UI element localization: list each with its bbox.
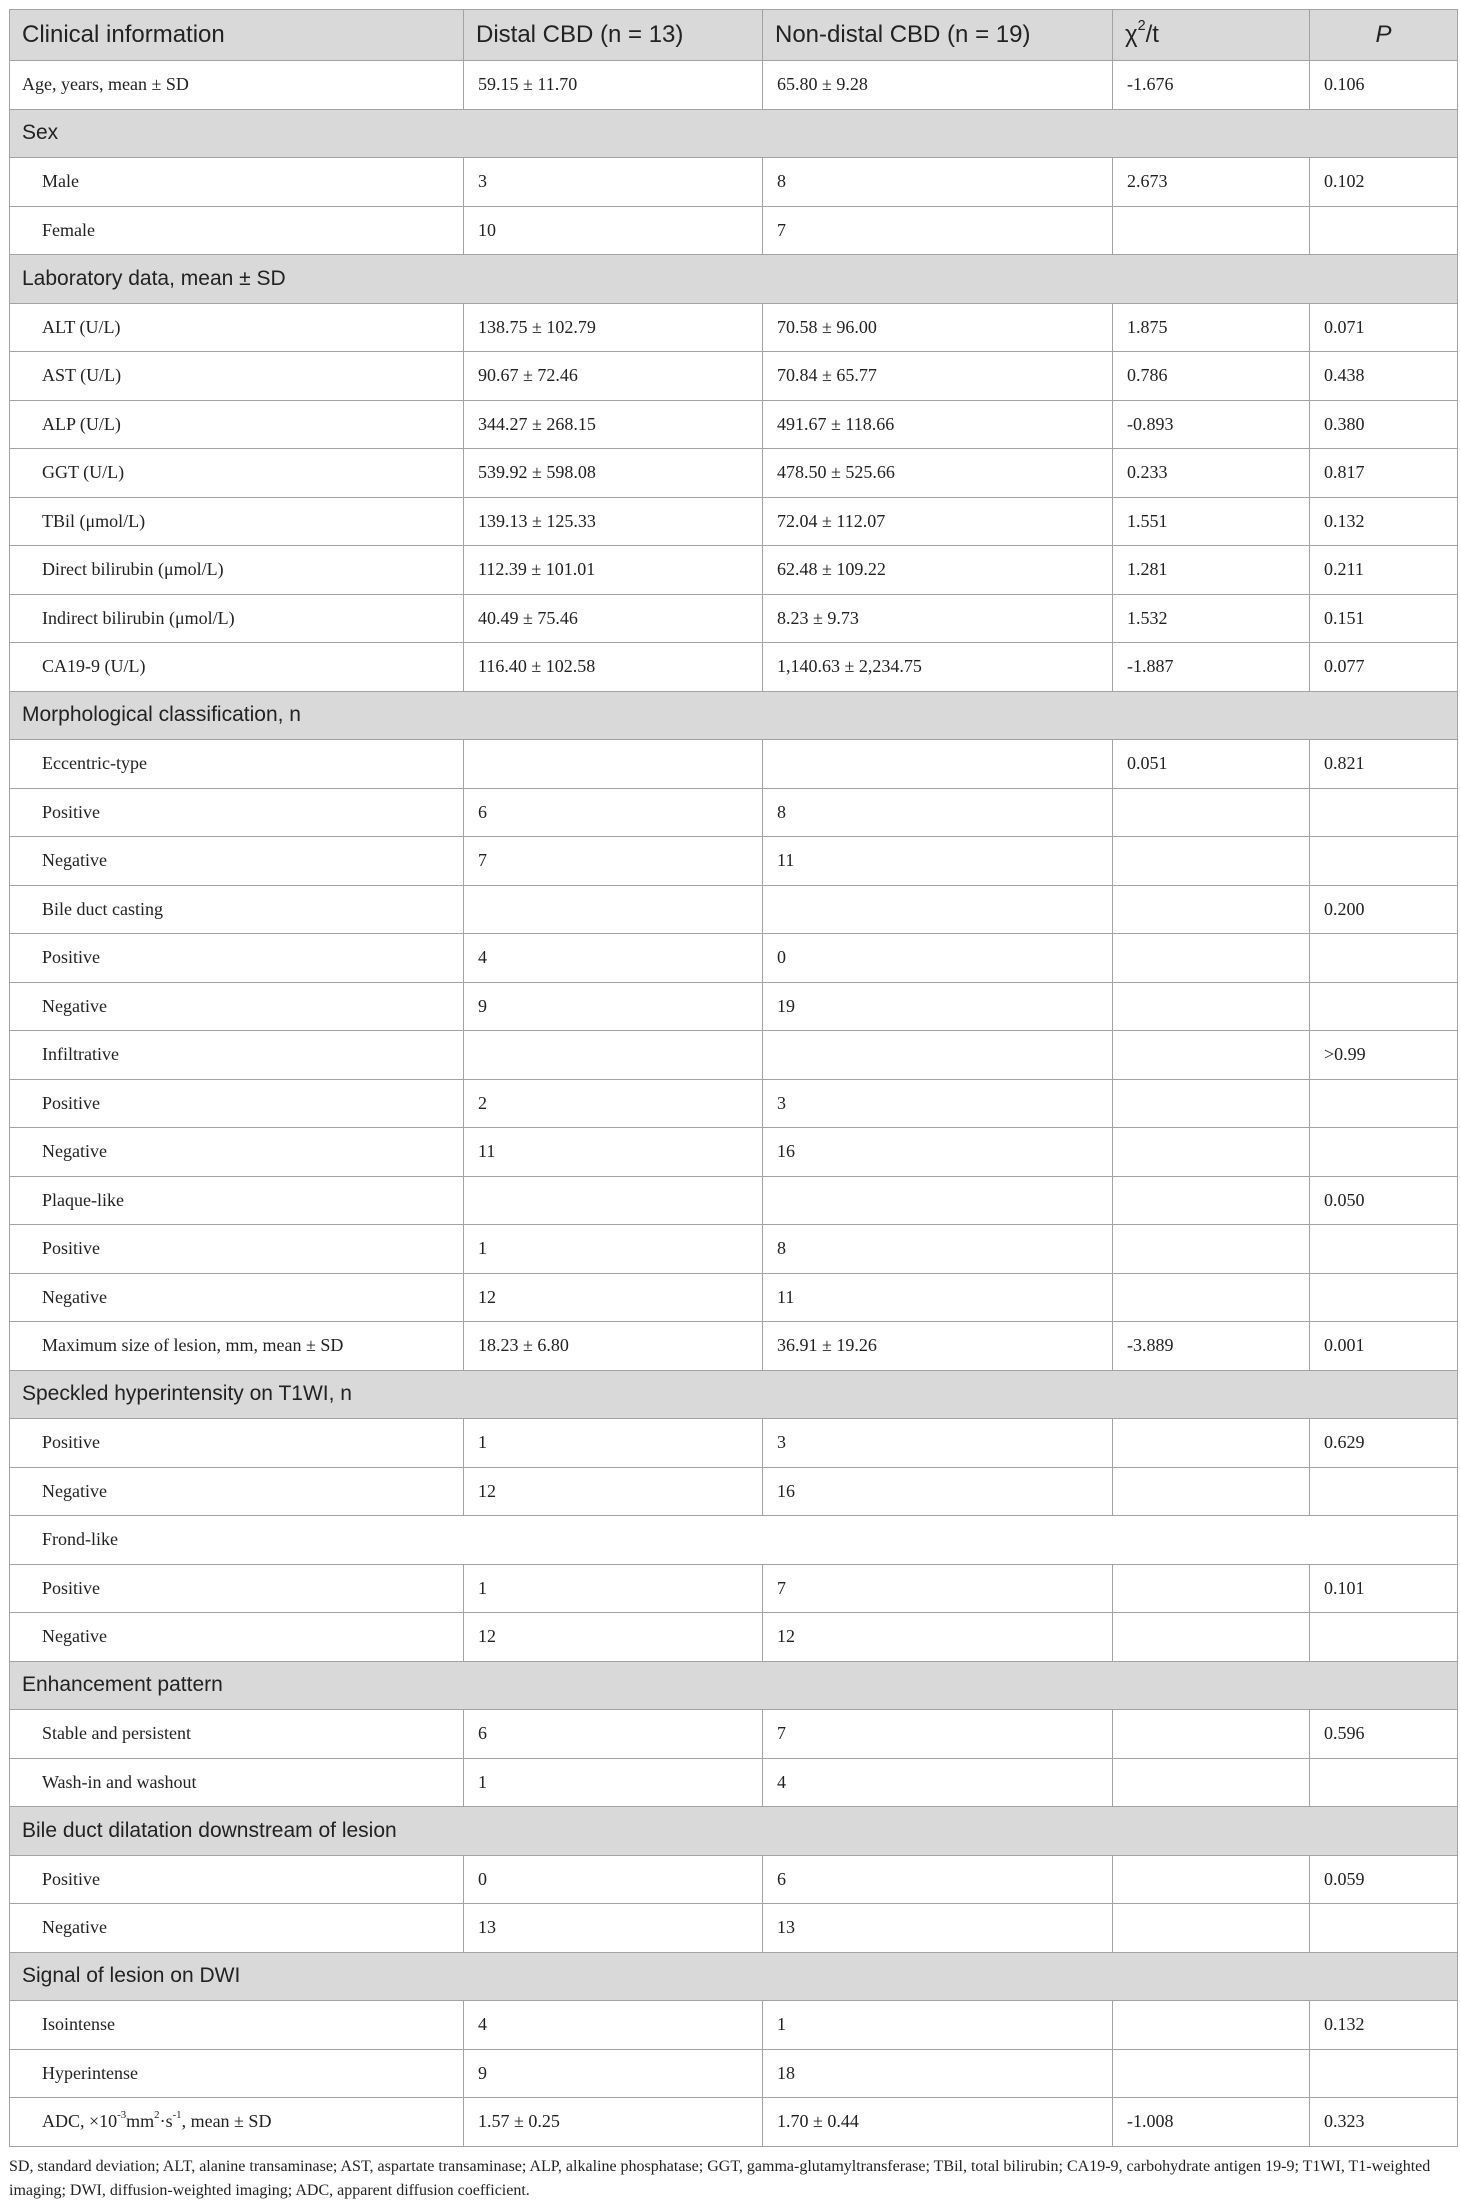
non-distal-cbd-value: 1,140.63 ± 2,234.75 <box>763 643 1113 692</box>
non-distal-cbd-value: 491.67 ± 118.66 <box>763 400 1113 449</box>
non-distal-cbd-value: 16 <box>763 1128 1113 1177</box>
label-superscript: -3 <box>117 2109 127 2122</box>
table-row <box>10 1564 1458 1613</box>
table-row <box>10 1176 1458 1225</box>
non-distal-cbd-value: 0 <box>763 934 1113 983</box>
distal-cbd-value: 9 <box>464 982 763 1031</box>
non-distal-cbd-value: 16 <box>763 1467 1113 1516</box>
distal-cbd-value: 1 <box>464 1758 763 1807</box>
test-statistic-value <box>1113 1273 1310 1322</box>
distal-cbd-value: 12 <box>464 1273 763 1322</box>
p-value: >0.99 <box>1310 1031 1458 1080</box>
section-label: Speckled hyperintensity on T1WI, n <box>10 1370 1458 1419</box>
p-value: 0.059 <box>1310 1855 1458 1904</box>
distal-cbd-value: 12 <box>464 1613 763 1662</box>
row-label: Negative <box>10 1613 464 1662</box>
table-footnote: SD, standard deviation; ALT, alanine transaminase; AST, aspartate transaminase; ALP, alkaline phosphatase; GGT, gamma-glutamyltransferase; TBil, total bilirubin; CA19-9, carbohydrate antigen 19-9; T1WI, T1-weighted imaging; DWI, diffusion-weighted imaging; ADC, apparent diffusion coefficient. <box>9 2157 1431 2199</box>
row-label: GGT (U/L) <box>10 449 464 498</box>
subgroup-label: Frond-like <box>10 1516 1458 1565</box>
p-value: 0.132 <box>1310 497 1458 546</box>
header-distal-cbd: Distal CBD (n = 13) <box>464 10 763 61</box>
table-row <box>10 1273 1458 1322</box>
test-statistic-value: 0.786 <box>1113 352 1310 401</box>
distal-cbd-value: 139.13 ± 125.33 <box>464 497 763 546</box>
p-value <box>1310 982 1458 1031</box>
test-statistic-value <box>1113 982 1310 1031</box>
p-value <box>1310 1467 1458 1516</box>
test-statistic-value <box>1113 1467 1310 1516</box>
table-container <box>9 9 1457 2203</box>
test-statistic-value <box>1113 206 1310 255</box>
non-distal-cbd-value: 1.70 ± 0.44 <box>763 2098 1113 2147</box>
non-distal-cbd-value: 11 <box>763 1273 1113 1322</box>
row-label: Direct bilirubin (μmol/L) <box>10 546 464 595</box>
distal-cbd-value: 0 <box>464 1855 763 1904</box>
header-p-value: P <box>1310 10 1458 61</box>
test-statistic-value <box>1113 788 1310 837</box>
distal-cbd-value <box>464 1031 763 1080</box>
row-label: Negative <box>10 837 464 886</box>
non-distal-cbd-value: 62.48 ± 109.22 <box>763 546 1113 595</box>
p-value: 0.001 <box>1310 1322 1458 1371</box>
test-statistic-value <box>1113 2001 1310 2050</box>
section-header-row <box>10 1661 1458 1710</box>
row-label: Isointense <box>10 2001 464 2050</box>
row-label: Indirect bilirubin (μmol/L) <box>10 594 464 643</box>
distal-cbd-value: 6 <box>464 1710 763 1759</box>
p-value: 0.071 <box>1310 303 1458 352</box>
p-value: 0.380 <box>1310 400 1458 449</box>
table-row <box>10 158 1458 207</box>
section-header-row <box>10 1807 1458 1856</box>
distal-cbd-value: 59.15 ± 11.70 <box>464 61 763 110</box>
non-distal-cbd-value: 70.58 ± 96.00 <box>763 303 1113 352</box>
non-distal-cbd-value: 8 <box>763 158 1113 207</box>
p-value: 0.106 <box>1310 61 1458 110</box>
section-label: Enhancement pattern <box>10 1661 1458 1710</box>
distal-cbd-value: 40.49 ± 75.46 <box>464 594 763 643</box>
row-label: Eccentric-type <box>10 740 464 789</box>
test-statistic-value <box>1113 1904 1310 1953</box>
test-statistic-value <box>1113 2049 1310 2098</box>
p-value: 0.629 <box>1310 1419 1458 1468</box>
distal-cbd-value: 13 <box>464 1904 763 1953</box>
table-row <box>10 1031 1458 1080</box>
non-distal-cbd-value: 11 <box>763 837 1113 886</box>
non-distal-cbd-value: 19 <box>763 982 1113 1031</box>
header-non-distal-cbd: Non-distal CBD (n = 19) <box>763 10 1113 61</box>
non-distal-cbd-value: 7 <box>763 1710 1113 1759</box>
test-statistic-value: 1.551 <box>1113 497 1310 546</box>
distal-cbd-value: 90.67 ± 72.46 <box>464 352 763 401</box>
p-value: 0.200 <box>1310 885 1458 934</box>
p-value <box>1310 2049 1458 2098</box>
distal-cbd-value: 1.57 ± 0.25 <box>464 2098 763 2147</box>
section-header-row <box>10 691 1458 740</box>
row-label: Positive <box>10 1855 464 1904</box>
p-value <box>1310 1128 1458 1177</box>
non-distal-cbd-value: 13 <box>763 1904 1113 1953</box>
test-statistic-value: 1.875 <box>1113 303 1310 352</box>
table-row <box>10 2049 1458 2098</box>
test-statistic-value: -1.676 <box>1113 61 1310 110</box>
distal-cbd-value <box>464 885 763 934</box>
label-text: ADC, ×10 <box>42 2111 118 2132</box>
distal-cbd-value <box>464 740 763 789</box>
distal-cbd-value: 11 <box>464 1128 763 1177</box>
test-statistic-value <box>1113 837 1310 886</box>
row-label: Female <box>10 206 464 255</box>
row-label: Negative <box>10 1128 464 1177</box>
distal-cbd-value <box>464 1176 763 1225</box>
header-chi-sup: 2 <box>1137 18 1146 35</box>
test-statistic-value: 0.233 <box>1113 449 1310 498</box>
non-distal-cbd-value: 8.23 ± 9.73 <box>763 594 1113 643</box>
row-label: Negative <box>10 1467 464 1516</box>
table-row <box>10 61 1458 110</box>
row-label: Maximum size of lesion, mm, mean ± SD <box>10 1322 464 1371</box>
row-label: Positive <box>10 788 464 837</box>
section-label: Morphological classification, n <box>10 691 1458 740</box>
row-label: Hyperintense <box>10 2049 464 2098</box>
header-chi-base: χ <box>1125 21 1138 48</box>
test-statistic-value <box>1113 1031 1310 1080</box>
table-row <box>10 303 1458 352</box>
p-value: 0.102 <box>1310 158 1458 207</box>
row-label: Positive <box>10 1225 464 1274</box>
non-distal-cbd-value: 65.80 ± 9.28 <box>763 61 1113 110</box>
distal-cbd-value: 1 <box>464 1564 763 1613</box>
distal-cbd-value: 7 <box>464 837 763 886</box>
row-label <box>10 2098 464 2147</box>
test-statistic-value <box>1113 1176 1310 1225</box>
p-value <box>1310 934 1458 983</box>
table-row <box>10 1758 1458 1807</box>
test-statistic-value <box>1113 1564 1310 1613</box>
distal-cbd-value: 3 <box>464 158 763 207</box>
header-row <box>10 10 1458 61</box>
p-value <box>1310 788 1458 837</box>
table-row <box>10 497 1458 546</box>
row-label: Male <box>10 158 464 207</box>
table-row <box>10 1128 1458 1177</box>
non-distal-cbd-value: 7 <box>763 206 1113 255</box>
test-statistic-value <box>1113 934 1310 983</box>
test-statistic-value: -3.889 <box>1113 1322 1310 1371</box>
distal-cbd-value: 4 <box>464 934 763 983</box>
label-superscript: 2 <box>154 2109 160 2122</box>
p-value <box>1310 206 1458 255</box>
table-row <box>10 837 1458 886</box>
test-statistic-value <box>1113 1079 1310 1128</box>
table-row <box>10 1322 1458 1371</box>
test-statistic-value: -0.893 <box>1113 400 1310 449</box>
table-row <box>10 1613 1458 1662</box>
row-label: Negative <box>10 1273 464 1322</box>
section-header-row <box>10 255 1458 304</box>
row-label: Age, years, mean ± SD <box>10 61 464 110</box>
table-row <box>10 1855 1458 1904</box>
distal-cbd-value: 539.92 ± 598.08 <box>464 449 763 498</box>
row-label: Wash-in and washout <box>10 1758 464 1807</box>
subgroup-row <box>10 1516 1458 1565</box>
distal-cbd-value: 344.27 ± 268.15 <box>464 400 763 449</box>
distal-cbd-value: 138.75 ± 102.79 <box>464 303 763 352</box>
non-distal-cbd-value: 18 <box>763 2049 1113 2098</box>
non-distal-cbd-value: 70.84 ± 65.77 <box>763 352 1113 401</box>
non-distal-cbd-value: 12 <box>763 1613 1113 1662</box>
section-label: Signal of lesion on DWI <box>10 1952 1458 2001</box>
row-label: Positive <box>10 1564 464 1613</box>
test-statistic-value: -1.008 <box>1113 2098 1310 2147</box>
table-row <box>10 982 1458 1031</box>
test-statistic-value <box>1113 1419 1310 1468</box>
non-distal-cbd-value: 3 <box>763 1079 1113 1128</box>
row-label: Infiltrative <box>10 1031 464 1080</box>
non-distal-cbd-value: 8 <box>763 1225 1113 1274</box>
table-row <box>10 1467 1458 1516</box>
p-value: 0.050 <box>1310 1176 1458 1225</box>
header-chi-rest: /t <box>1145 21 1159 48</box>
row-label: Negative <box>10 982 464 1031</box>
p-value: 0.211 <box>1310 546 1458 595</box>
distal-cbd-value: 18.23 ± 6.80 <box>464 1322 763 1371</box>
row-label: ALT (U/L) <box>10 303 464 352</box>
p-value <box>1310 837 1458 886</box>
section-label: Laboratory data, mean ± SD <box>10 255 1458 304</box>
p-value <box>1310 1613 1458 1662</box>
p-value: 0.596 <box>1310 1710 1458 1759</box>
section-header-row <box>10 1952 1458 2001</box>
table-row <box>10 546 1458 595</box>
label-text: ·s <box>159 2111 173 2132</box>
p-value: 0.151 <box>1310 594 1458 643</box>
row-label: ALP (U/L) <box>10 400 464 449</box>
p-value: 0.821 <box>1310 740 1458 789</box>
table-row <box>10 885 1458 934</box>
non-distal-cbd-value: 3 <box>763 1419 1113 1468</box>
table-row <box>10 2001 1458 2050</box>
non-distal-cbd-value: 6 <box>763 1855 1113 1904</box>
table-row <box>10 1079 1458 1128</box>
test-statistic-value <box>1113 1855 1310 1904</box>
table-row <box>10 1225 1458 1274</box>
test-statistic-value: 1.281 <box>1113 546 1310 595</box>
non-distal-cbd-value: 4 <box>763 1758 1113 1807</box>
distal-cbd-value: 1 <box>464 1419 763 1468</box>
row-label: CA19-9 (U/L) <box>10 643 464 692</box>
non-distal-cbd-value <box>763 1176 1113 1225</box>
row-label: Positive <box>10 1419 464 1468</box>
non-distal-cbd-value: 478.50 ± 525.66 <box>763 449 1113 498</box>
test-statistic-value <box>1113 1758 1310 1807</box>
row-label: Positive <box>10 1079 464 1128</box>
table-row <box>10 2098 1458 2147</box>
distal-cbd-value: 4 <box>464 2001 763 2050</box>
test-statistic-value: 1.532 <box>1113 594 1310 643</box>
table-row <box>10 934 1458 983</box>
p-value: 0.132 <box>1310 2001 1458 2050</box>
distal-cbd-value: 9 <box>464 2049 763 2098</box>
table-body <box>10 61 1458 2147</box>
p-value <box>1310 1225 1458 1274</box>
section-header-row <box>10 109 1458 158</box>
test-statistic-value <box>1113 1128 1310 1177</box>
non-distal-cbd-value <box>763 740 1113 789</box>
distal-cbd-value: 12 <box>464 1467 763 1516</box>
test-statistic-value <box>1113 1710 1310 1759</box>
p-value: 0.438 <box>1310 352 1458 401</box>
p-value: 0.101 <box>1310 1564 1458 1613</box>
table-row <box>10 643 1458 692</box>
test-statistic-value: -1.887 <box>1113 643 1310 692</box>
p-value: 0.323 <box>1310 2098 1458 2147</box>
table-row <box>10 594 1458 643</box>
distal-cbd-value: 2 <box>464 1079 763 1128</box>
non-distal-cbd-value <box>763 885 1113 934</box>
header-chi-square-t <box>1113 10 1310 61</box>
p-value <box>1310 1904 1458 1953</box>
distal-cbd-value: 116.40 ± 102.58 <box>464 643 763 692</box>
table-row <box>10 352 1458 401</box>
non-distal-cbd-value: 72.04 ± 112.07 <box>763 497 1113 546</box>
section-label: Bile duct dilatation downstream of lesion <box>10 1807 1458 1856</box>
table-row <box>10 740 1458 789</box>
non-distal-cbd-value: 8 <box>763 788 1113 837</box>
row-label: TBil (μmol/L) <box>10 497 464 546</box>
p-value: 0.817 <box>1310 449 1458 498</box>
test-statistic-value <box>1113 885 1310 934</box>
section-label: Sex <box>10 109 1458 158</box>
distal-cbd-value: 1 <box>464 1225 763 1274</box>
header-clinical-information: Clinical information <box>10 10 464 61</box>
distal-cbd-value: 10 <box>464 206 763 255</box>
row-label: Positive <box>10 934 464 983</box>
test-statistic-value <box>1113 1613 1310 1662</box>
label-text: mm <box>126 2111 155 2132</box>
non-distal-cbd-value: 7 <box>763 1564 1113 1613</box>
section-header-row <box>10 1370 1458 1419</box>
row-label: Plaque-like <box>10 1176 464 1225</box>
row-label: Stable and persistent <box>10 1710 464 1759</box>
table-row <box>10 400 1458 449</box>
p-value <box>1310 1758 1458 1807</box>
test-statistic-value: 0.051 <box>1113 740 1310 789</box>
row-label: AST (U/L) <box>10 352 464 401</box>
test-statistic-value: 2.673 <box>1113 158 1310 207</box>
distal-cbd-value: 112.39 ± 101.01 <box>464 546 763 595</box>
table-row <box>10 1904 1458 1953</box>
label-text: , mean ± SD <box>181 2111 272 2132</box>
non-distal-cbd-value: 36.91 ± 19.26 <box>763 1322 1113 1371</box>
clinical-table <box>9 9 1458 2147</box>
table-row <box>10 1710 1458 1759</box>
table-row <box>10 449 1458 498</box>
table-row <box>10 206 1458 255</box>
table-row <box>10 1419 1458 1468</box>
non-distal-cbd-value <box>763 1031 1113 1080</box>
table-row <box>10 788 1458 837</box>
row-label: Bile duct casting <box>10 885 464 934</box>
p-value <box>1310 1273 1458 1322</box>
label-superscript: -1 <box>172 2109 182 2122</box>
non-distal-cbd-value: 1 <box>763 2001 1113 2050</box>
distal-cbd-value: 6 <box>464 788 763 837</box>
p-value: 0.077 <box>1310 643 1458 692</box>
p-value <box>1310 1079 1458 1128</box>
test-statistic-value <box>1113 1225 1310 1274</box>
row-label: Negative <box>10 1904 464 1953</box>
